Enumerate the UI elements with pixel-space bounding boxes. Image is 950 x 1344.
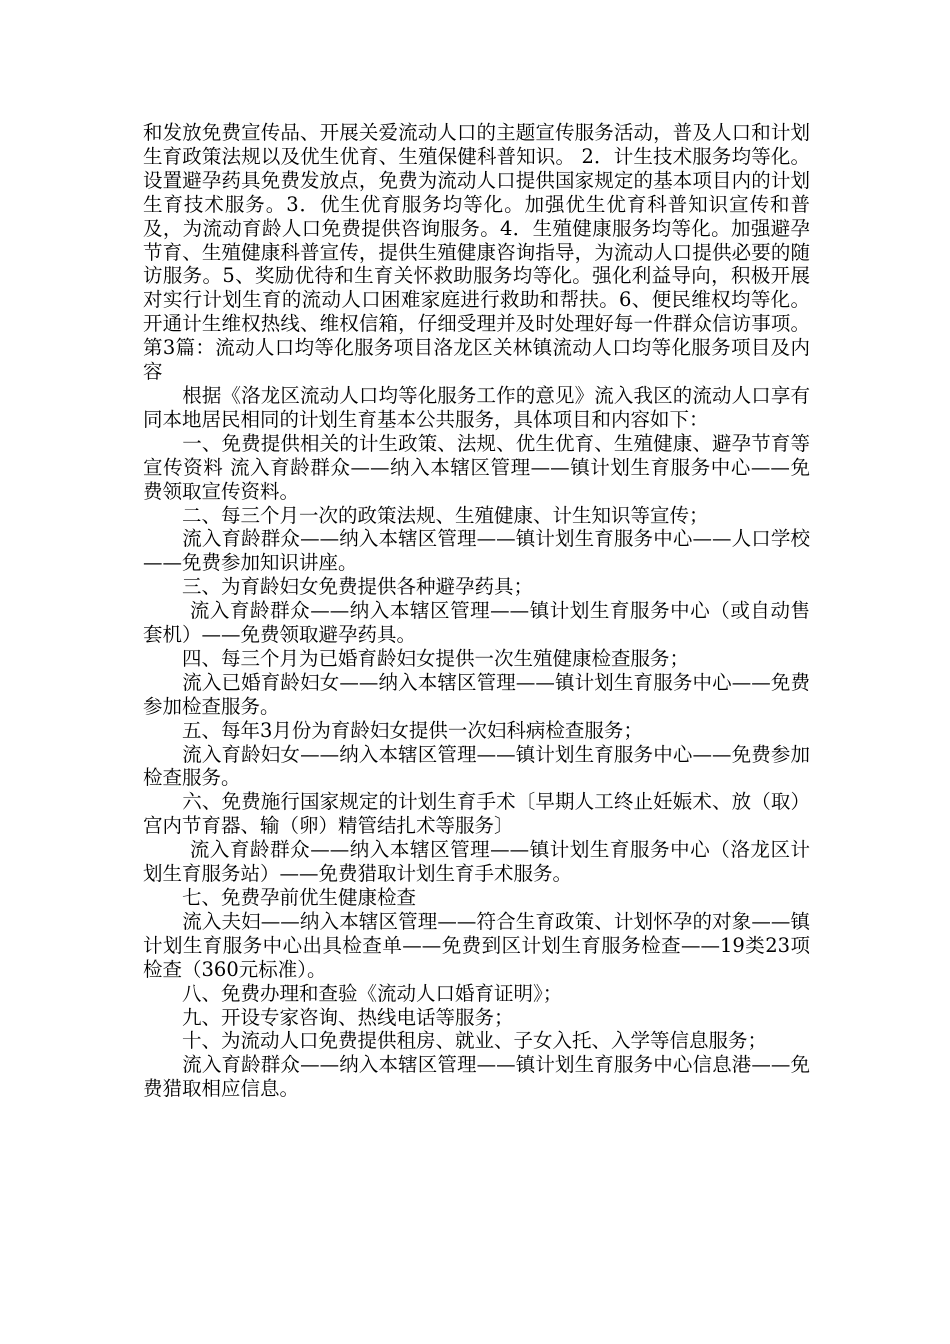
- paragraph-item-2-flow: 流入育龄群众——纳入本辖区管理——镇计划生育服务中心——人口学校——免费参加知识讲座。: [143, 527, 810, 575]
- paragraph-item-6-flow: 流入育龄群众——纳入本辖区管理——镇计划生育服务中心（洛龙区计划生育服务站）——免费猎取计划生育手术服务。: [143, 838, 810, 886]
- paragraph-item-4-flow: 流入已婚育龄妇女——纳入本辖区管理——镇计划生育服务中心——免费参加检查服务。: [143, 670, 810, 718]
- paragraph-intro: 和发放免费宣传品、开展关爱流动人口的主题宣传服务活动，普及人口和计划生育政策法规以及优生优育、生殖保健科普知识。 2．计生技术服务均等化。设置避孕药具免费发放点，免费为流动人口提供国家规定的基本项目内的计划生育技术服务。3．优生优育服务均等化。加强优生优育科普知识宣传和普及，为流动育龄人口免费提供咨询服务。4．生殖健康服务均等化。加强避孕节育、生殖健康科普宣传，提供生殖健康咨询指导，为流动人口提供必要的随访服务。5、奖励优待和生育关怀救助服务均等化。强化利益导向，积极开展对实行计划生育的流动人口困难家庭进行救助和帮扶。6、便民维权均等化。开通计生维权热线、维权信箱，仔细受理并及时处理好每一件群众信访事项。第3篇：流动人口均等化服务项目洛龙区关林镇流动人口均等化服务项目及内容: [143, 121, 810, 384]
- paragraph-item-2: 二、每三个月一次的政策法规、生殖健康、计生知识等宣传；: [143, 503, 709, 527]
- paragraph-item-10: 十、为流动人口免费提供租房、就业、子女入托、入学等信息服务；: [143, 1029, 768, 1053]
- paragraph-item-10-flow: 流入育龄群众——纳入本辖区管理——镇计划生育服务中心信息港——免费猎取相应信息。: [143, 1053, 810, 1101]
- paragraph-item-1: 一、免费提供相关的计生政策、法规、优生优育、生殖健康、避孕节育等宣传资料 流入育龄群众——纳入本辖区管理——镇计划生育服务中心——免费领取宣传资料。: [143, 431, 810, 503]
- paragraph-item-6: 六、免费施行国家规定的计划生育手术〔早期人工终止妊娠术、放（取）宫内节育器、输（卵）精管结扎术等服务〕: [143, 790, 810, 838]
- paragraph-item-5-flow: 流入育龄妇女——纳入本辖区管理——镇计划生育服务中心——免费参加检查服务。: [143, 742, 810, 790]
- paragraph-item-8: 八、免费办理和查验《流动人口婚育证明》；: [143, 981, 563, 1005]
- paragraph-item-3: 三、为育龄妇女免费提供各种避孕药具；: [143, 575, 534, 599]
- paragraph-item-7-flow: 流入夫妇——纳入本辖区管理——符合生育政策、计划怀孕的对象——镇计划生育服务中心出具检查单——免费到区计划生育服务检查——19类23项检查（360元标准）。: [143, 909, 810, 981]
- paragraph-item-4: 四、每三个月为已婚育龄妇女提供一次生殖健康检查服务；: [143, 646, 690, 670]
- paragraph-basis: 根据《洛龙区流动人口均等化服务工作的意见》流入我区的流动人口享有同本地居民相同的计划生育基本公共服务，具体项目和内容如下：: [143, 383, 810, 431]
- document-body: [143, 121, 810, 1101]
- paragraph-item-5: 五、每年3月份为育龄妇女提供一次妇科病检查服务；: [143, 718, 643, 742]
- paragraph-item-9: 九、开设专家咨询、热线电话等服务；: [143, 1005, 514, 1029]
- paragraph-item-7: 七、免费孕前优生健康检查: [143, 886, 417, 909]
- paragraph-item-3-flow: 流入育龄群众——纳入本辖区管理——镇计划生育服务中心（或自动售套机）——免费领取避孕药具。: [143, 599, 810, 647]
